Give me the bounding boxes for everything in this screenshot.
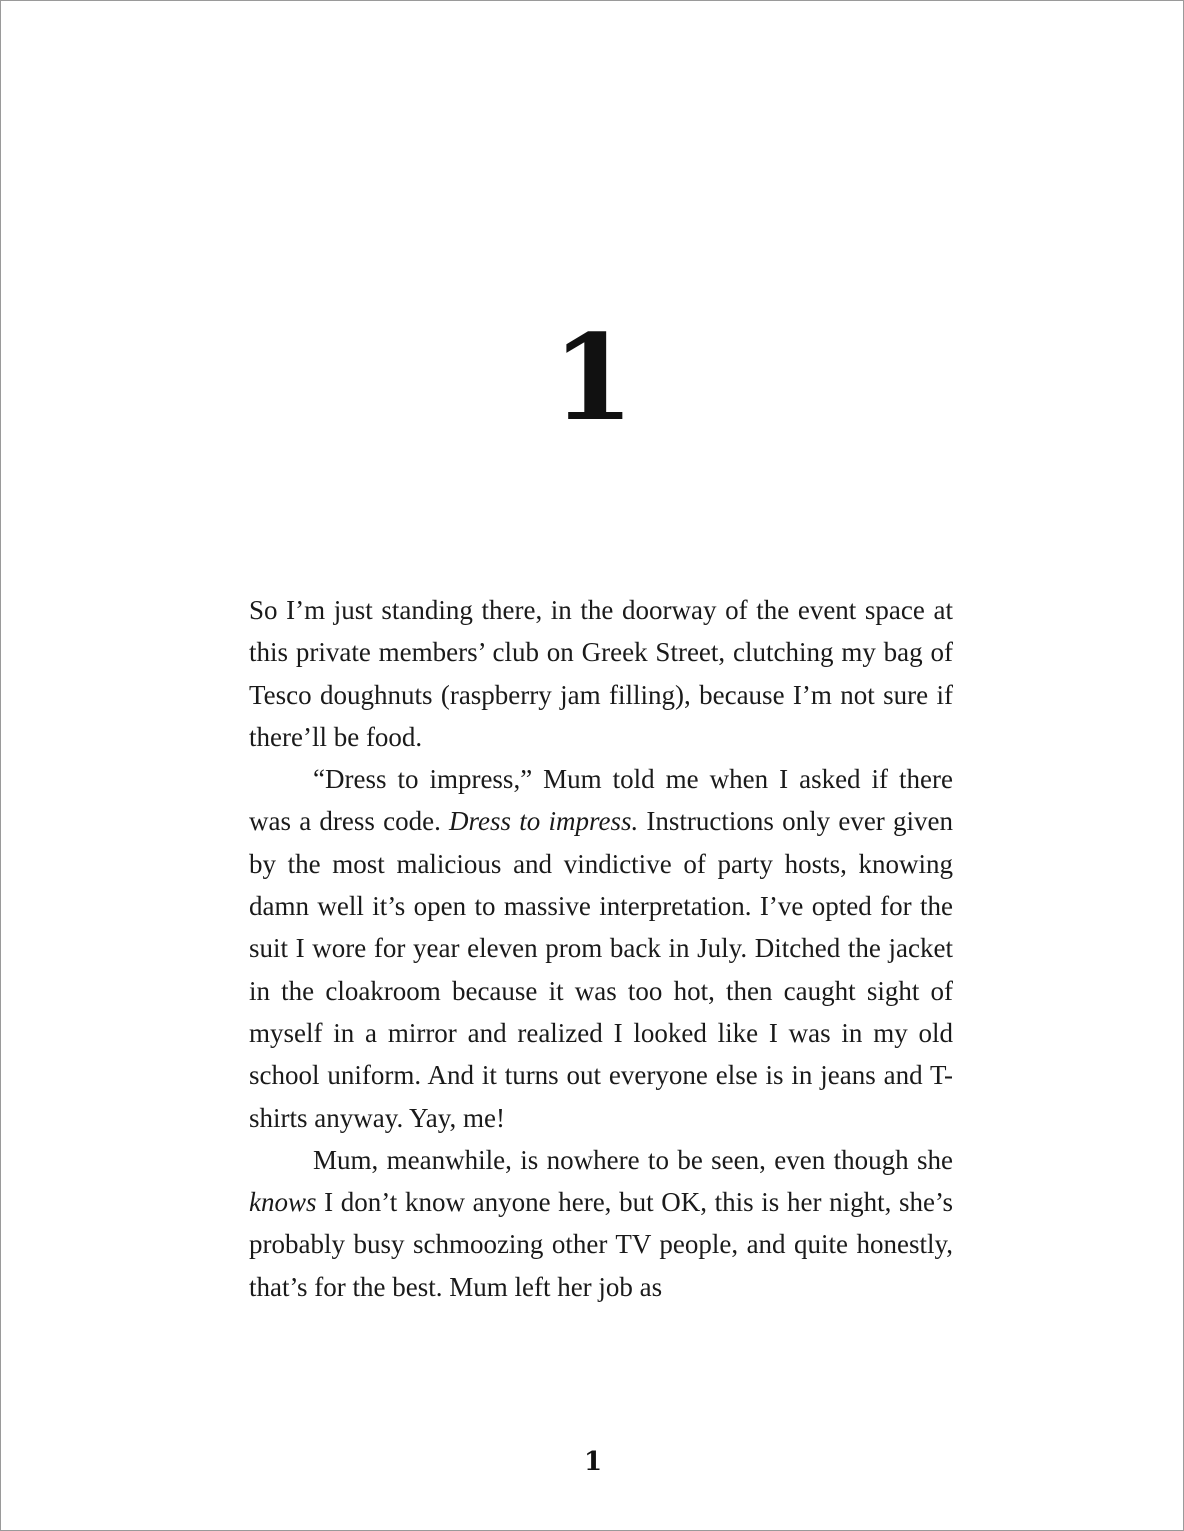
paragraph-3 bbox=[249, 1139, 953, 1308]
paragraph-2 bbox=[249, 758, 953, 1139]
paragraph-2-text-a: “Dress to impress,” Mum told me when I asked if there was a dress code. bbox=[249, 764, 953, 837]
paragraph-2-text-b: Instructions only ever given by the most malicious and vindictive of party hosts, knowing damn well it’s open to massive interpretation. I’ve opted for the suit I wore for year eleven prom back in July. Ditched the jacket in the cloakroom because it was too hot, then caught sight of myself in a mirror and realized I looked like I was in my old school uniform. And it turns out everyone else is in jeans and T-shirts anyway. Yay, me! bbox=[249, 806, 953, 1133]
paragraph-2-italic-phrase: Dress to impress. bbox=[449, 806, 639, 837]
page-number: 1 bbox=[583, 1447, 603, 1477]
paragraph-3-italic-word: knows bbox=[249, 1187, 317, 1218]
paragraph-3-text-b: I don’t know anyone here, but OK, this is her night, she’s probably busy schmoozing other TV people, and quite honestly, that’s for the best. Mum left her job as bbox=[249, 1187, 953, 1302]
paragraph-3-text-a: Mum, meanwhile, is nowhere to be seen, even though she bbox=[313, 1144, 953, 1175]
paragraph-1 bbox=[249, 589, 953, 758]
paragraph-1-text: So I’m just standing there, in the doorway of the event space at this private members’ club on Greek Street, clutching my bag of Tesco doughnuts (raspberry jam filling), because I’m not sure if there’ll be food. bbox=[249, 595, 953, 752]
body-text bbox=[249, 589, 953, 1308]
chapter-number: 1 bbox=[551, 308, 635, 447]
